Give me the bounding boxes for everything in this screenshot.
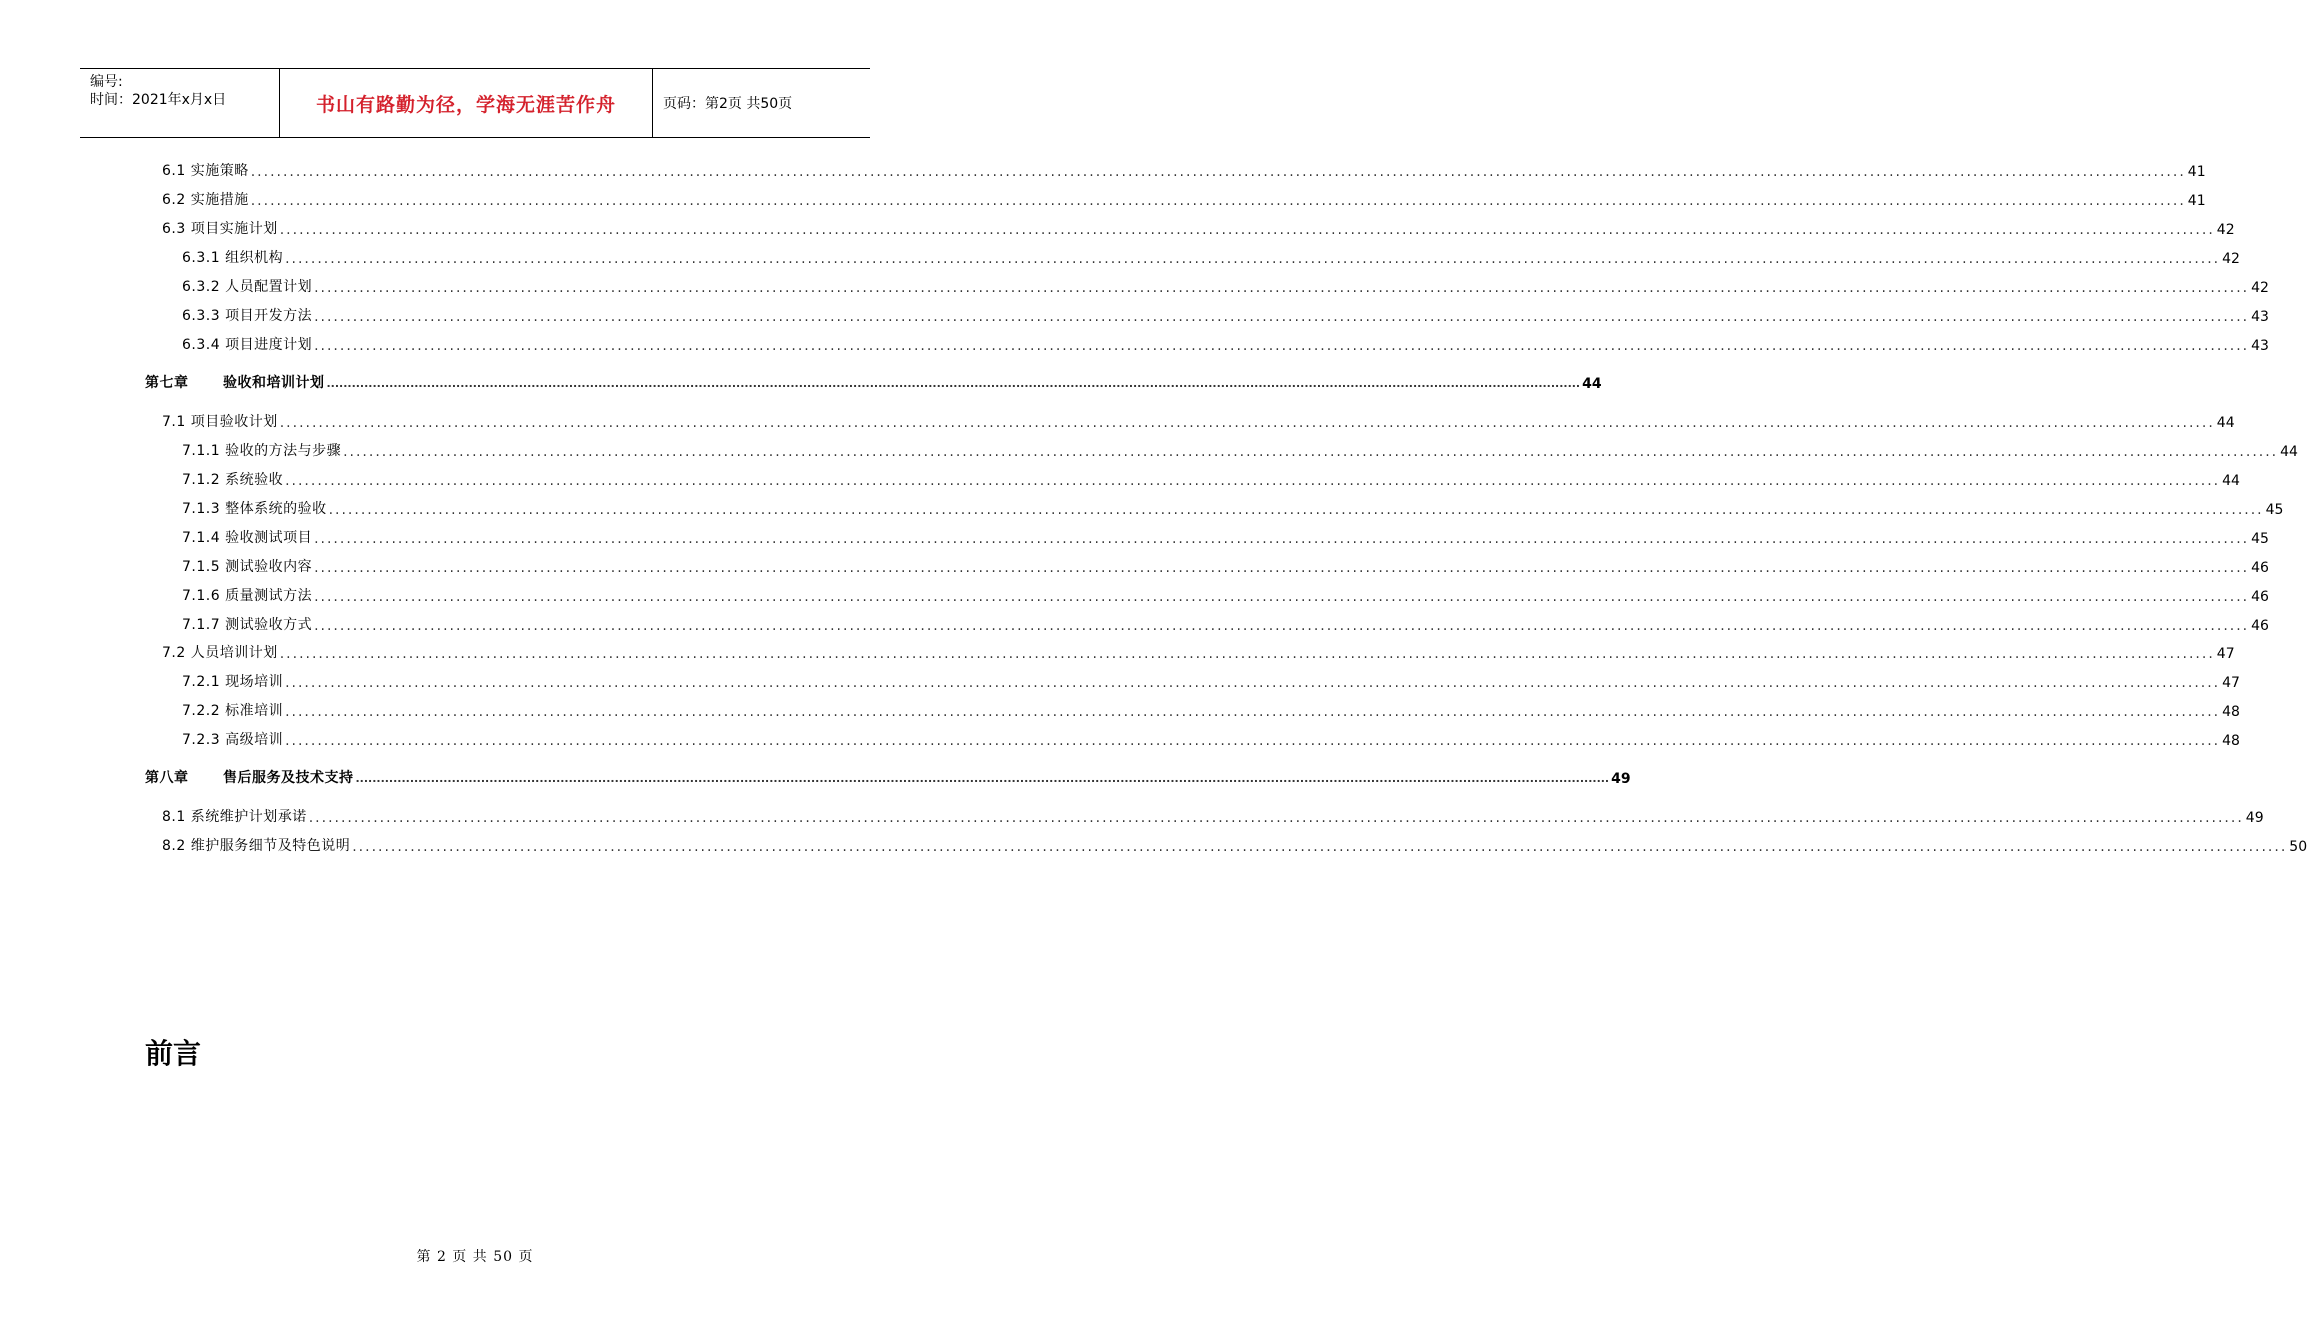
toc-row[interactable] [182,247,2240,267]
toc-row[interactable] [162,189,2206,209]
toc-label: 7.2.3 高级培训 [182,732,284,748]
toc-page-number: 49 [2245,810,2264,826]
toc-label: 7.1.5 测试验收内容 [182,559,313,575]
toc-label: 6.3.1 组织机构 [182,250,284,266]
toc-row[interactable] [182,585,2269,605]
header-page-cell [653,69,870,137]
toc-chapter-row[interactable] [145,372,1602,392]
toc-label: 6.1 实施策略 [162,163,249,179]
header-left-cell [80,69,280,137]
toc-page-number: 45 [2251,531,2269,547]
page-info: 页码：第2页 共50页 [663,96,793,112]
toc-page-number: 44 [2216,415,2235,431]
toc-leader-dots: ............................................................................................................................................................................................................................................................................................................ [355,772,1610,785]
toc-page-number: 43 [2251,309,2269,325]
toc-chapter-row[interactable] [145,767,1631,787]
toc-label: 8.2 维护服务细节及特色说明 [162,838,351,854]
toc-label: 6.2 实施措施 [162,192,249,208]
motto-text: 书山有路勤为径，学海无涯苦作舟 [315,93,616,116]
toc-page-number: 44 [2222,473,2240,489]
toc-leader-dots: ............................................................................................................................................................................................................................................................................................................ [314,280,2250,296]
toc-row[interactable] [182,556,2269,576]
toc-row[interactable] [182,334,2269,354]
toc-leader-dots: ............................................................................................................................................................................................................................................................................................................ [285,733,2221,749]
toc-leader-dots: ............................................................................................................................................................................................................................................................................................................ [308,810,2244,826]
toc-page-number: 42 [2216,222,2235,238]
toc-leader-dots: ............................................................................................................................................................................................................................................................................................................ [279,415,2215,431]
toc-page-number: 43 [2251,338,2269,354]
toc-leader-dots: ............................................................................................................................................................................................................................................................................................................ [314,338,2250,354]
toc-label [145,767,354,787]
serial-label: 编号: [90,74,123,90]
page-header [80,68,870,138]
toc-leader-dots: ............................................................................................................................................................................................................................................................................................................ [250,164,2186,180]
toc-row[interactable] [162,806,2264,826]
toc-row[interactable] [182,614,2269,634]
toc-leader-dots: ............................................................................................................................................................................................................................................................................................................ [285,704,2221,720]
toc-row[interactable] [162,642,2235,662]
toc-page-number: 50 [2289,839,2307,855]
toc-page-number: 41 [2187,164,2206,180]
toc-label [145,372,325,392]
toc-page-number: 48 [2222,704,2240,720]
toc-label: 6.3.4 项目进度计划 [182,337,313,353]
toc-row[interactable] [182,469,2240,489]
toc-label: 7.1.4 验收测试项目 [182,530,313,546]
toc-chapter-number: 第八章 [145,770,189,786]
toc-label: 7.2 人员培训计划 [162,645,278,661]
toc-leader-dots: ............................................................................................................................................................................................................................................................................................................ [314,531,2250,547]
toc-row[interactable] [162,835,2307,855]
toc-leader-dots: ............................................................................................................................................................................................................................................................................................................ [285,473,2221,489]
toc-chapter-title: 验收和培训计划 [223,375,325,391]
toc-label: 7.2.1 现场培训 [182,674,284,690]
toc-label: 8.1 系统维护计划承诺 [162,809,307,825]
preface-title: 前言 [145,1037,202,1070]
toc-chapter-number: 第七章 [145,375,189,391]
toc-row[interactable] [182,527,2269,547]
toc-page-number: 46 [2251,560,2269,576]
toc-page-number: 49 [1611,771,1631,787]
toc-label: 7.2.2 标准培训 [182,703,284,719]
toc-leader-dots: ............................................................................................................................................................................................................................................................................................................ [343,444,2279,460]
toc-label: 6.3.2 人员配置计划 [182,279,313,295]
toc-page-number: 41 [2187,193,2206,209]
toc-leader-dots: ............................................................................................................................................................................................................................................................................................................ [314,309,2250,325]
toc-leader-dots: ............................................................................................................................................................................................................................................................................................................ [352,839,2288,855]
toc-page-number: 48 [2222,733,2240,749]
toc-row[interactable] [182,276,2269,296]
toc-leader-dots: ............................................................................................................................................................................................................................................................................................................ [314,560,2250,576]
toc-label: 7.1.1 验收的方法与步骤 [182,443,342,459]
toc-page-number: 44 [2280,444,2298,460]
toc-row[interactable] [182,305,2269,325]
toc-row[interactable] [162,160,2206,180]
toc-row[interactable] [182,671,2240,691]
toc-leader-dots: ............................................................................................................................................................................................................................................................................................................ [314,618,2250,634]
toc-row[interactable] [182,498,2284,518]
page-footer: 第 2 页 共 50 页 [416,1249,534,1265]
toc-leader-dots: ............................................................................................................................................................................................................................................................................................................ [250,193,2186,209]
toc-row[interactable] [162,411,2235,431]
toc-leader-dots: ............................................................................................................................................................................................................................................................................................................ [314,589,2250,605]
toc-page-number: 47 [2216,646,2235,662]
toc-page-number: 46 [2251,589,2269,605]
toc-leader-dots: ............................................................................................................................................................................................................................................................................................................ [285,675,2221,691]
toc-page-number: 42 [2222,251,2240,267]
toc-page-number: 44 [1582,376,1602,392]
toc-label: 7.1.6 质量测试方法 [182,588,313,604]
toc-label: 7.1.2 系统验收 [182,472,284,488]
toc-leader-dots: ............................................................................................................................................................................................................................................................................................................ [279,222,2215,238]
time-label: 时间：2021年x月x日 [90,92,227,108]
toc-label: 6.3.3 项目开发方法 [182,308,313,324]
toc-label: 6.3 项目实施计划 [162,221,278,237]
toc-chapter-title: 售后服务及技术支持 [223,770,354,786]
toc-leader-dots: ............................................................................................................................................................................................................................................................................................................ [285,251,2221,267]
toc-page-number: 46 [2251,618,2269,634]
toc-leader-dots: ............................................................................................................................................................................................................................................................................................................ [328,502,2264,518]
toc-leader-dots: ............................................................................................................................................................................................................................................................................................................ [279,646,2215,662]
toc-label: 7.1 项目验收计划 [162,414,278,430]
toc-leader-dots: ............................................................................................................................................................................................................................................................................................................ [326,377,1581,390]
header-motto-cell [280,69,653,137]
toc-page-number: 45 [2265,502,2284,518]
toc-page-number: 42 [2251,280,2269,296]
toc-row[interactable] [162,218,2235,238]
toc-label: 7.1.3 整体系统的验收 [182,501,327,517]
toc-label: 7.1.7 测试验收方式 [182,617,313,633]
toc-page-number: 47 [2222,675,2240,691]
toc-row[interactable] [182,729,2240,749]
toc-row[interactable] [182,700,2240,720]
toc-row[interactable] [182,440,2298,460]
